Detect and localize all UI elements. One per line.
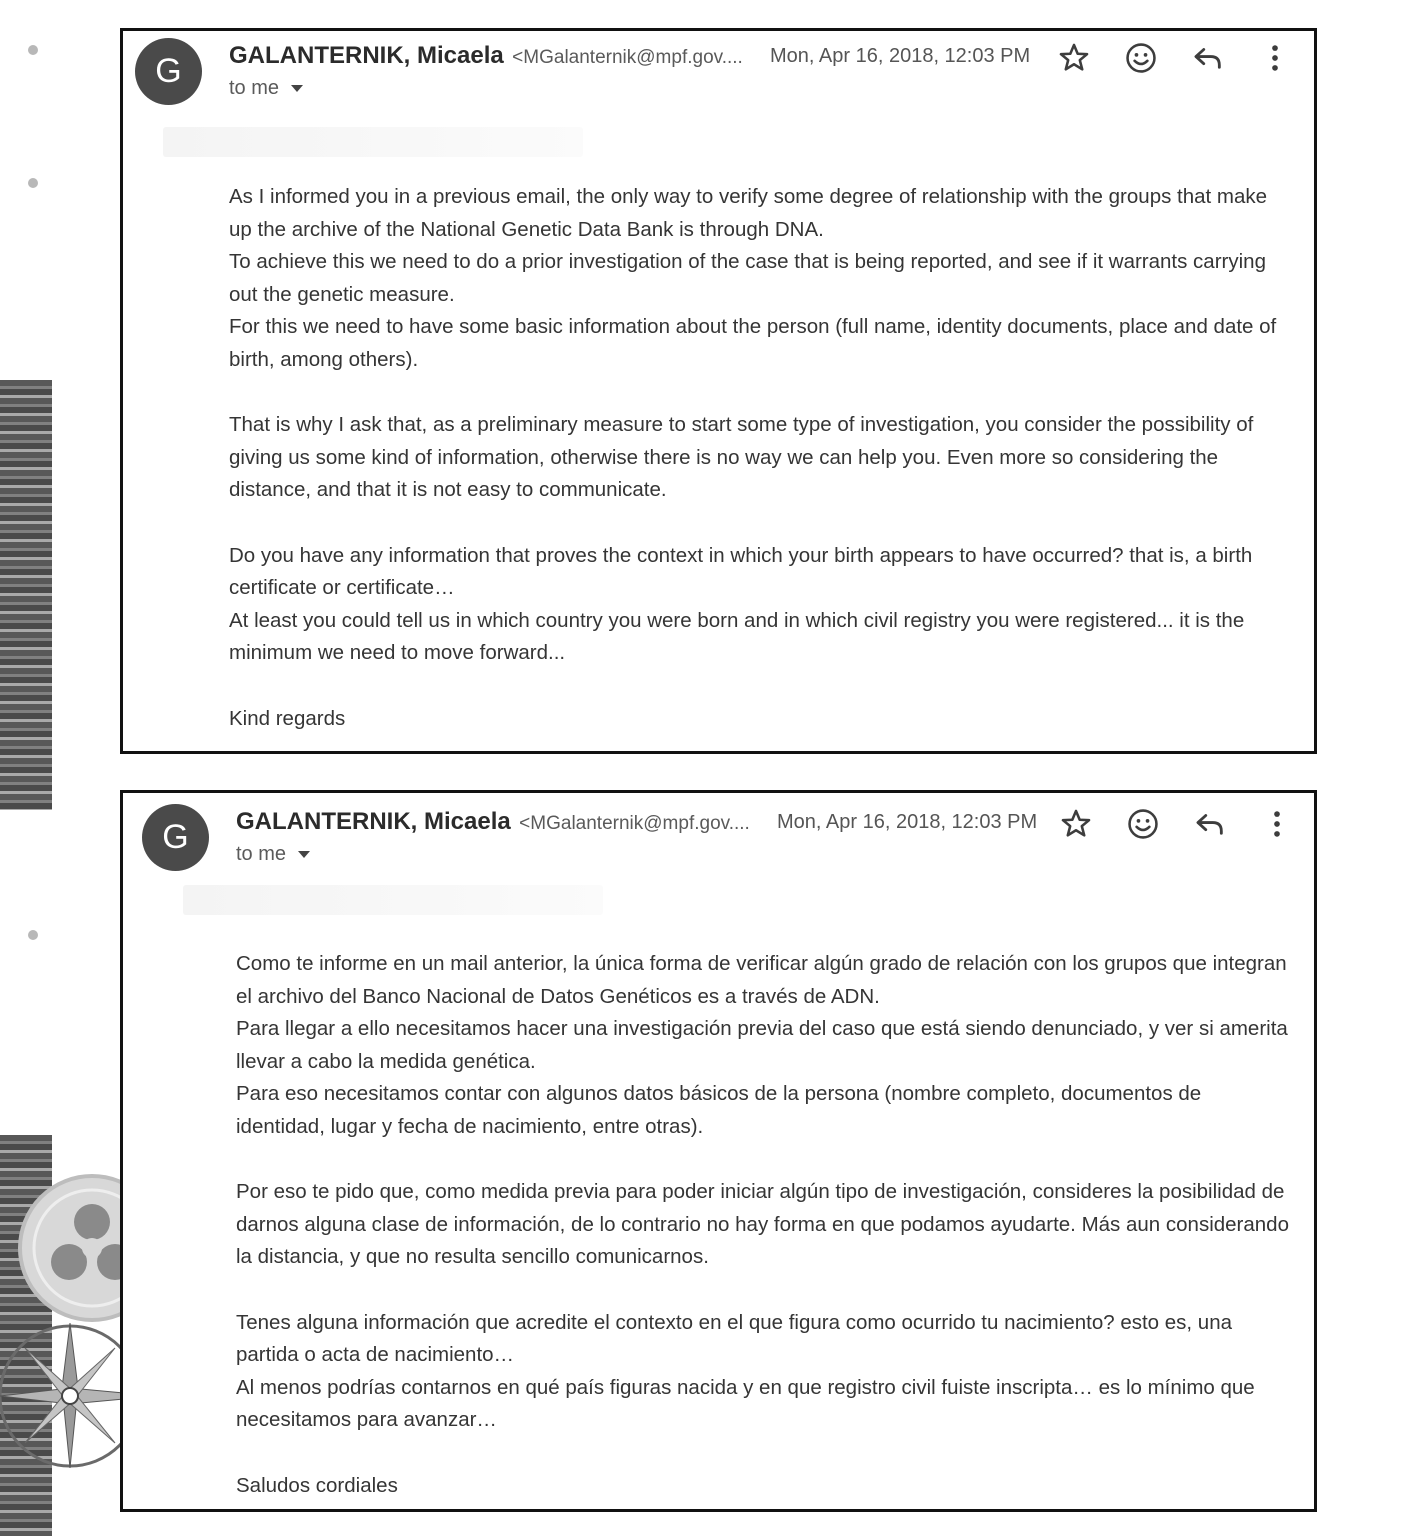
sender-email: <MGalanternik@mpf.gov.... (519, 813, 750, 834)
sender-line (229, 42, 743, 70)
sender-avatar[interactable]: G (142, 804, 209, 871)
body-paragraph: Tenes alguna información que acredite el contexto en el que figura como ocurrido tu nacimiento? esto es, una partida o acta de nacimiento… Al menos podrías contarnos en qué país figuras nacida y en que registro civil fuiste inscripta… es lo mínimo que necesitamos para avanzar… (236, 1310, 1255, 1432)
star-icon[interactable] (1057, 41, 1091, 75)
email-message-english (120, 28, 1317, 754)
more-vert-icon[interactable] (1260, 807, 1294, 841)
email-body (229, 181, 1289, 768)
email-date: Mon, Apr 16, 2018, 12:03 PM (777, 811, 1038, 833)
scan-artifact-left-top (0, 380, 52, 810)
caret-down-icon (291, 85, 303, 92)
email-body (236, 948, 1291, 1535)
scan-speck (28, 178, 38, 188)
smile-icon[interactable] (1124, 41, 1158, 75)
sender-name[interactable]: GALANTERNIK, Micaela (229, 42, 504, 69)
reply-icon[interactable] (1191, 41, 1225, 75)
email-date: Mon, Apr 16, 2018, 12:03 PM (770, 45, 1031, 67)
email-message-spanish (120, 790, 1317, 1512)
scan-speck (28, 45, 38, 55)
caret-down-icon (298, 851, 310, 858)
body-paragraph: Como te informe en un mail anterior, la única forma de verificar algún grado de relación con los grupos que integran el archivo del Banco Nacional de Datos Genéticos es a través de ADN. Para llegar a ello necesitamos hacer una investigación previa del caso que está siendo denunciado, y ver si amerita llevar a cabo la medida genética. Para eso necesitamos contar con algunos datos básicos de la persona (nombre completo, documentos de identidad, lugar y fecha de nacimiento, entre otras). (236, 952, 1288, 1138)
sender-name[interactable]: GALANTERNIK, Micaela (236, 808, 511, 835)
smile-icon[interactable] (1126, 807, 1160, 841)
reply-icon[interactable] (1193, 807, 1227, 841)
body-paragraph: Do you have any information that proves the context in which your birth appears to have occurred? that is, a birth certificate or certificate… At least you could tell us in which country you were born and in which civil registry you were registered... it is the minimum we need to move forward... (229, 543, 1253, 665)
recipient-label: to me (236, 843, 287, 865)
signoff: Saludos cordiales (236, 1473, 398, 1497)
body-paragraph: That is why I ask that, as a preliminary measure to start some type of investigation, you consider the possibility of giving us some kind of information, otherwise there is no way we can help you. Even more so considering the distance, and that it is not easy to communicate. (229, 413, 1254, 502)
scan-speck (28, 930, 38, 940)
sender-email: <MGalanternik@mpf.gov.... (512, 47, 743, 68)
star-icon[interactable] (1059, 807, 1093, 841)
recipient-toggle[interactable] (229, 77, 303, 100)
redacted-line (163, 127, 583, 157)
signoff: Kind regards (229, 706, 346, 730)
body-paragraph: As I informed you in a previous email, the only way to verify some degree of relationship with the groups that make up the archive of the National Genetic Data Bank is through DNA. To achieve this we need to do a prior investigation of the case that is being reported, and see if it warrants carrying out the genetic measure. For this we need to have some basic information about the person (full name, identity documents, place and date of birth, among others). (229, 185, 1277, 371)
redacted-line (183, 885, 603, 915)
body-paragraph: Por eso te pido que, como medida previa para poder iniciar algún tipo de investigación, consideres la posibilidad de darnos alguna clase de información, de lo contrario no hay forma en que podamos ayudarte. Más aun considerando la distancia, y que no resulta sencillo comunicarnos. (236, 1180, 1289, 1269)
recipient-toggle[interactable] (236, 843, 310, 866)
sender-avatar[interactable]: G (135, 38, 202, 105)
more-vert-icon[interactable] (1258, 41, 1292, 75)
recipient-label: to me (229, 77, 280, 99)
sender-line (236, 808, 750, 836)
